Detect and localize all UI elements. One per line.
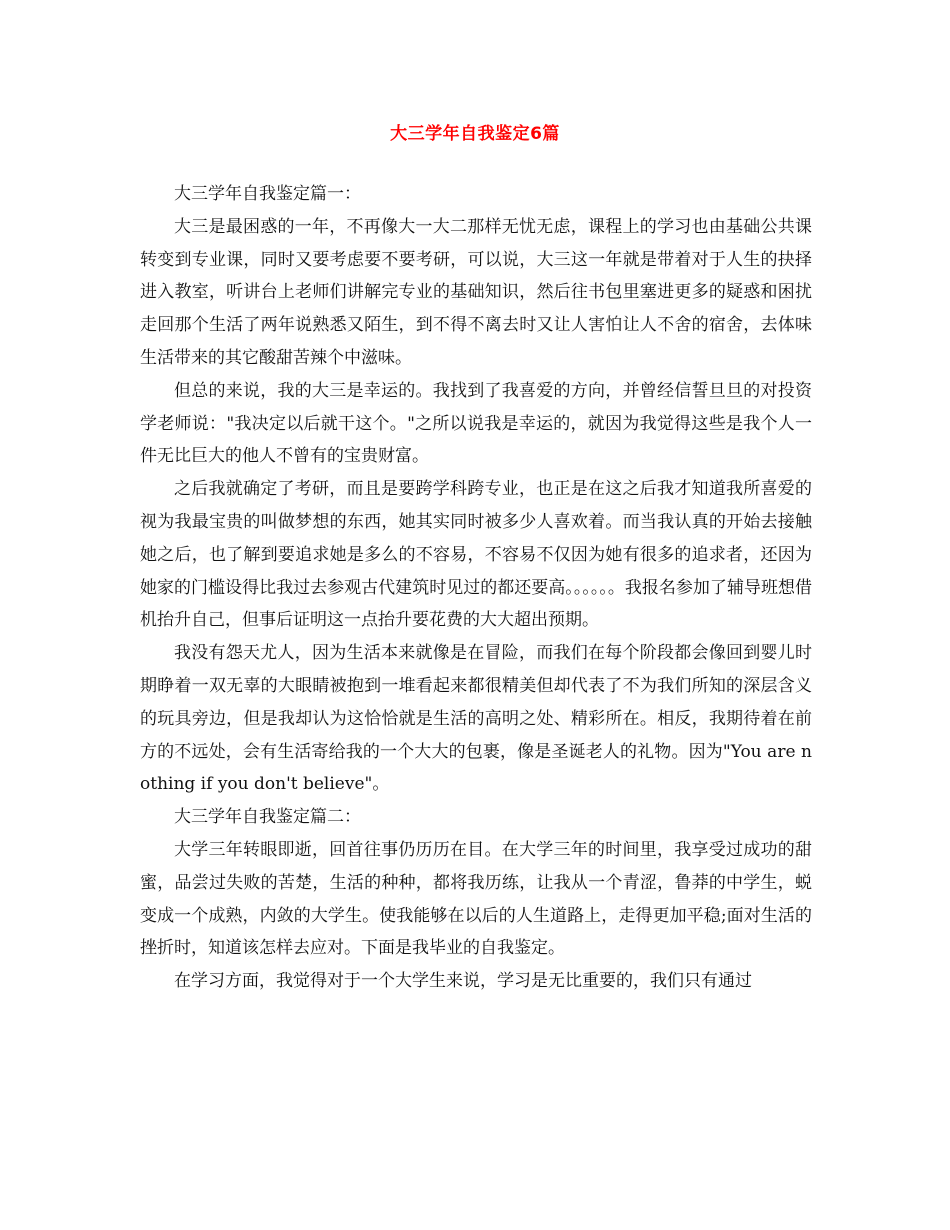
paragraph: 在学习方面，我觉得对于一个大学生来说，学习是无比重要的，我们只有通过 bbox=[174, 971, 752, 992]
section-heading-two: 大三学年自我鉴定篇二： bbox=[174, 807, 361, 828]
paragraph: 大三是最困惑的一年，不再像大一大二那样无忧无虑，课程上的学习也由基础公共课转变到专业课，同时又要考虑要不要考研，可以说，大三这一年就是带着对于人生的抉择进入教室，听讲台上老师们讲解完专业的基础知识，然后往书包里塞进更多的疑惑和困扰走回那个生活了两年说熟悉又陌生，到不得不离去时又让人害怕让人不舍的宿舍，去体味生活带来的其它酸甜苦辣个中滋味。 bbox=[140, 216, 812, 368]
document-title: 大三学年自我鉴定6篇 bbox=[390, 124, 560, 144]
paragraph: 大学三年转眼即逝，回首往事仍历历在目。在大学三年的时间里，我享受过成功的甜蜜，品尝过失败的苦楚，生活的种种，都将我历练，让我从一个青涩，鲁莽的中学生，蜕变成一个成熟，内敛的大学生。使我能够在以后的人生道路上，走得更加平稳;面对生活的挫折时，知道该怎样去应对。下面是我毕业的自我鉴定。 bbox=[140, 839, 812, 959]
paragraph: 之后我就确定了考研，而且是要跨学科跨专业，也正是在这之后我才知道我所喜爱的视为我最宝贵的叫做梦想的东西，她其实同时被多少人喜欢着。而当我认真的开始去接触她之后，也了解到要追求她是多么的不容易，不容易不仅因为她有很多的追求者，还因为她家的门槛设得比我过去参观古代建筑时见过的都还要高。。。。。。我报名参加了辅导班想借机抬升自己，但事后证明这一点抬升要花费的大大超出预期。 bbox=[140, 479, 812, 631]
paragraph: 但总的来说，我的大三是幸运的。我找到了我喜爱的方向，并曾经信誓旦旦的对投资学老师说："我决定以后就干这个。"之所以说我是幸运的，就因为我觉得这些是我个人一件无比巨大的他人不曾有的宝贵财富。 bbox=[140, 380, 812, 467]
paragraph: 我没有怨天尤人，因为生活本来就像是在冒险，而我们在每个阶段都会像回到婴儿时期睁着一双无辜的大眼睛被抱到一堆看起来都很精美但却代表了不为我们所知的深层含义的玩具旁边，但是我却认为这恰恰就是生活的高明之处、精彩所在。相反，我期待着在前方的不远处，会有生活寄给我的一个大大的包裹，像是圣诞老人的礼物。因为"You are nothing if you don't believe"。 bbox=[140, 643, 812, 795]
section-heading-one: 大三学年自我鉴定篇一： bbox=[174, 184, 361, 204]
document-body bbox=[140, 178, 812, 998]
